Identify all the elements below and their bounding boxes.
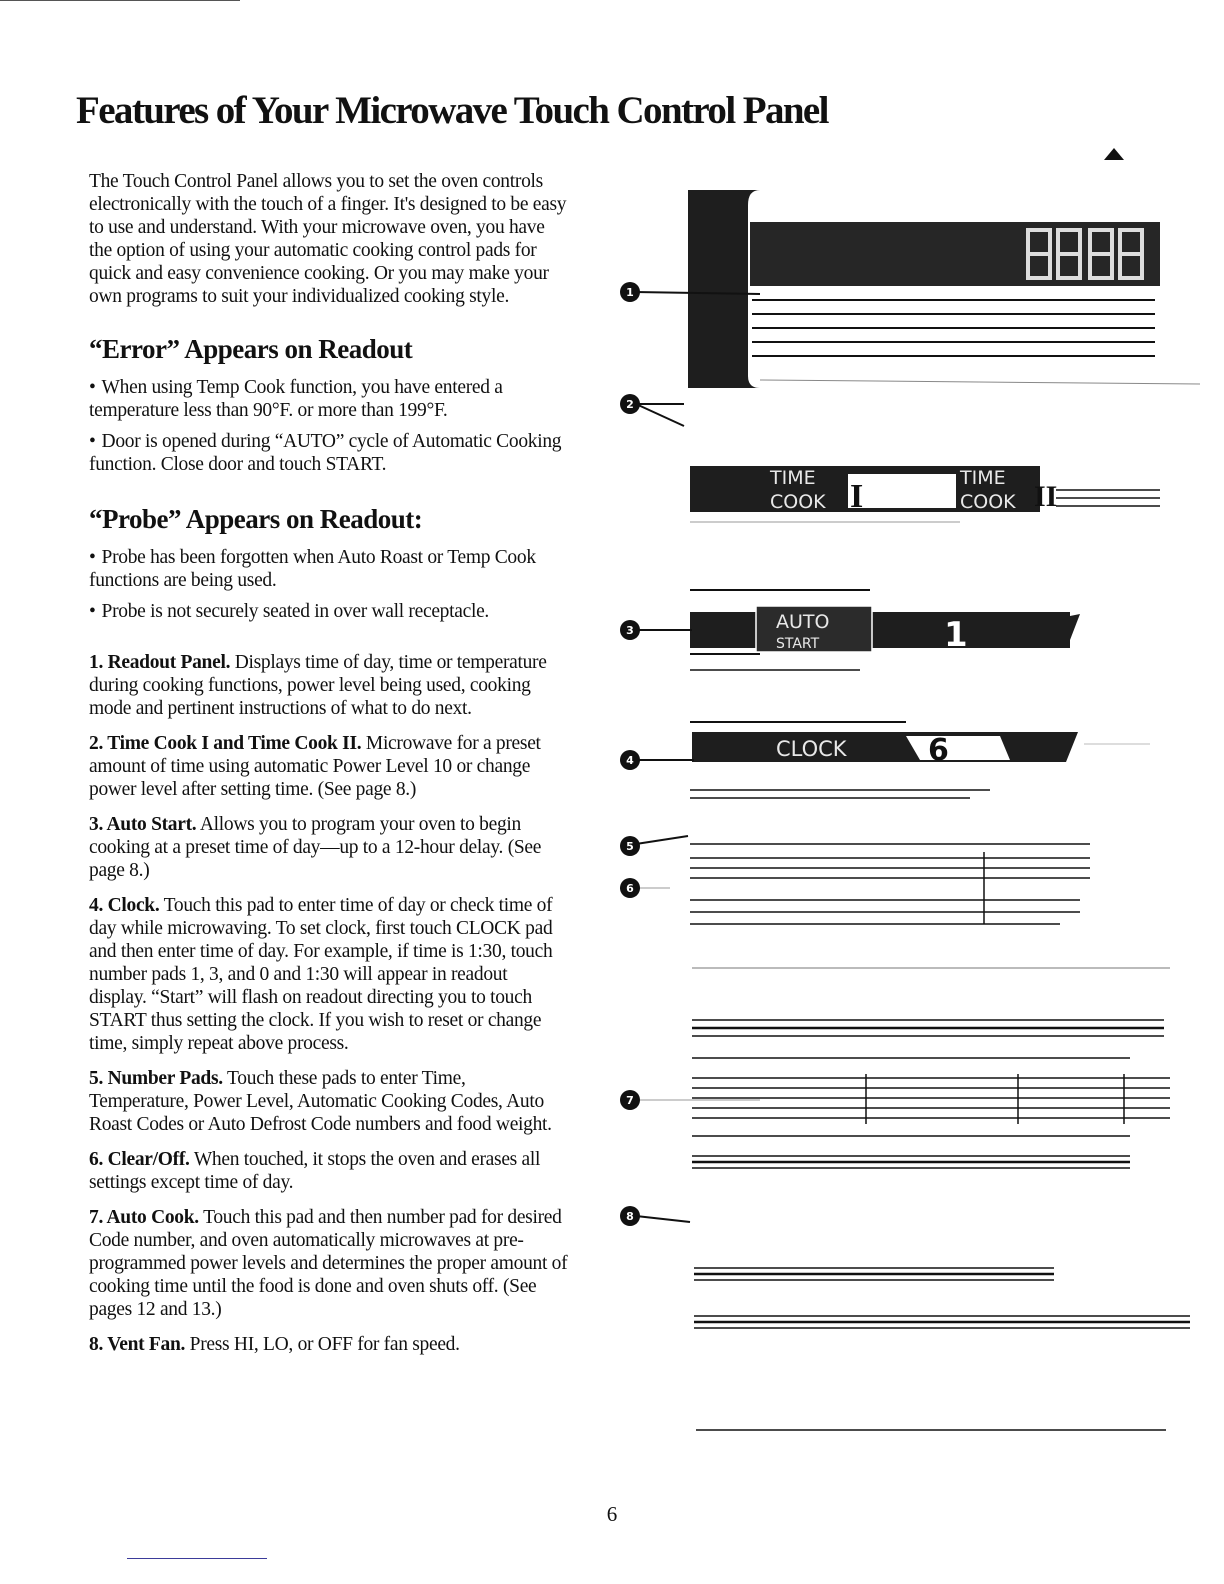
list-item: • Probe is not securely seated in over wall receptacle. — [89, 601, 490, 622]
callout-8 — [620, 1206, 690, 1226]
bullet-dot-icon: • — [89, 377, 96, 398]
bullet-list-error — [89, 376, 569, 476]
number-pads — [690, 844, 1090, 924]
time-cook-two-label-bottom: COOK — [960, 491, 1016, 513]
top-edge-rule — [0, 0, 240, 1]
intro-paragraph: The Touch Control Panel allows you to set the oven controls electronically with the touch of a finger. It's designed to be easy to use and understand. With your microwave oven, you have the option of using your automatic cooking control pads for quick and easy convenience cooking. Or you may make your own programs to suit your individualized cooking style. — [89, 171, 567, 307]
callout-6 — [620, 878, 670, 898]
clock-label: CLOCK — [776, 737, 847, 761]
bullet-dot-icon: • — [89, 431, 96, 452]
time-cook-label-top: TIME — [770, 467, 816, 489]
list-item: • Door is opened during “AUTO” cycle of Automatic Cooking function. Close door and touch START. — [89, 431, 562, 475]
feature-item: 2. Time Cook I and Time Cook II. Microwave for a preset amount of time using automatic Power Level 10 or change power level after setting time. (See page 8.) — [89, 733, 541, 800]
bottom-edge-rule — [127, 1558, 267, 1559]
callout-7 — [620, 1090, 760, 1110]
number-pad-one: 1 — [944, 615, 968, 655]
corner-mark-icon — [1104, 148, 1124, 160]
bullet-dot-icon: • — [89, 601, 96, 622]
svg-text:5: 5 — [626, 840, 634, 853]
feature-item: 5. Number Pads. Touch these pads to enter Time, Temperature, Power Level, Automatic Cooking Codes, Auto Roast Codes or Auto Defrost Code numbers and food weight. — [89, 1068, 552, 1135]
clock-pad — [690, 722, 1150, 798]
callout-2 — [620, 394, 684, 426]
svg-text:4: 4 — [626, 754, 634, 767]
bullet-dot-icon: • — [89, 547, 96, 568]
page-number: 6 — [606, 1502, 618, 1526]
time-cook-two-numeral: II — [1034, 480, 1058, 513]
feature-item: 1. Readout Panel. Displays time of day, time or temperature during cooking functions, power level being used, cooking mode and pertinent instructions of what to do next. — [89, 652, 547, 719]
callout-3 — [620, 620, 692, 640]
callout-4 — [620, 750, 694, 770]
feature-list — [89, 651, 569, 1356]
bullet-list-probe — [89, 546, 569, 623]
auto-start-label-top: AUTO — [776, 611, 830, 633]
svg-text:6: 6 — [626, 882, 634, 895]
feature-item: 6. Clear/Off. When touched, it stops the oven and erases all settings except time of day. — [89, 1149, 541, 1193]
section-heading-probe: “Probe” Appears on Readout: — [89, 504, 423, 534]
vent-fan-pads — [694, 1268, 1190, 1430]
auto-start-label-bottom: START — [776, 636, 820, 652]
svg-text:7: 7 — [626, 1094, 634, 1107]
readout-panel — [688, 190, 1200, 388]
svg-text:2: 2 — [626, 398, 634, 411]
auto-cook-pads — [692, 968, 1170, 1168]
feature-item: 7. Auto Cook. Touch this pad and then number pad for desired Code number, and oven automatically microwaves at pre-programmed power levels and determines the proper amount of cooking time until the food is done and oven shuts off. (See pages 12 and 13.) — [89, 1207, 568, 1320]
callout-5 — [620, 836, 688, 856]
list-item: • Probe has been forgotten when Auto Roast or Temp Cook functions are being used. — [89, 547, 536, 591]
page-title: Features of Your Microwave Touch Control Panel — [76, 89, 828, 132]
time-cook-one-numeral: I — [850, 478, 864, 515]
list-item: • When using Temp Cook function, you have entered a temperature less than 90°F. or more than 199°F. — [89, 377, 503, 421]
auto-start-pad — [690, 590, 1080, 670]
section-probe — [89, 504, 569, 623]
svg-text:8: 8 — [626, 1210, 634, 1223]
feature-item: 4. Clock. Touch this pad to enter time of day or check time of day while microwaving. To set clock, first touch CLOCK pad and then enter time of day. For example, if time is 1:30, touch number pads 1, 3, and 0 and 1:30 will appear in readout display. “Start” will flash on readout directing you to touch START thus setting the clock. If you wish to reset or change time, simply repeat above process. — [89, 895, 553, 1054]
number-pad-six: 6 — [928, 733, 949, 768]
feature-item: 3. Auto Start. Allows you to program your oven to begin cooking at a preset time of day—up to a 12-hour delay. (See page 8.) — [89, 814, 542, 881]
time-cook-pads — [690, 466, 1160, 522]
svg-text:1: 1 — [626, 286, 634, 299]
section-heading-error: “Error” Appears on Readout — [89, 334, 413, 364]
svg-text:3: 3 — [626, 624, 634, 637]
section-error — [89, 334, 569, 476]
time-cook-two-label-top: TIME — [960, 467, 1006, 489]
text-column — [89, 170, 569, 1368]
feature-item: 8. Vent Fan. Press HI, LO, or OFF for fan speed. — [89, 1334, 460, 1355]
time-cook-label-bottom: COOK — [770, 491, 826, 513]
